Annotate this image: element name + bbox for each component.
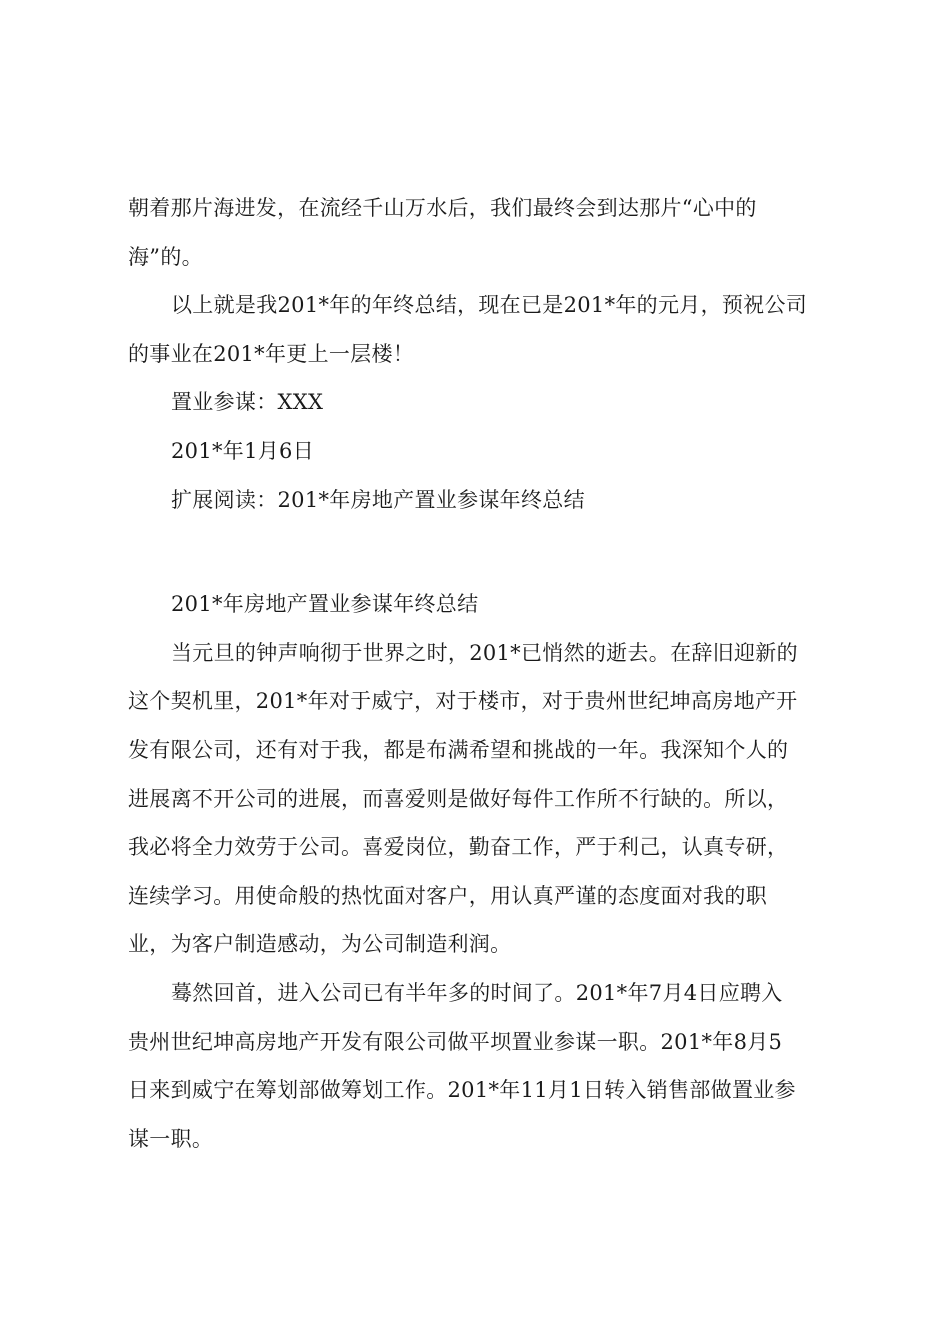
- paragraph-line: 谋一职。: [128, 1126, 214, 1151]
- paragraph-line: 这个契机里，201*年对于威宁，对于楼市，对于贵州世纪坤高房地产开: [128, 689, 798, 714]
- signature-line: 置业参谋：XXX: [171, 390, 324, 415]
- paragraph-line: 的事业在201*年更上一层楼！: [128, 341, 415, 366]
- paragraph-line: 贵州世纪坤高房地产开发有限公司做平坝置业参谋一职。201*年8月5: [128, 1029, 783, 1054]
- paragraph-line: 以上就是我201*年的年终总结，现在已是201*年的元月，预祝公司: [171, 293, 808, 318]
- date-line: 201*年1月6日: [171, 438, 315, 463]
- extended-reading-line: 扩展阅读：201*年房地产置业参谋年终总结: [171, 487, 585, 512]
- paragraph-line: 连续学习。用使命般的热忱面对客户，用认真严谨的态度面对我的职: [128, 883, 767, 908]
- document-body: [128, 184, 828, 1163]
- section-spacer: [128, 524, 828, 580]
- paragraph-line: 业，为客户制造感动，为公司制造利润。: [128, 932, 512, 957]
- paragraph-line: 发有限公司，还有对于我，都是布满希望和挑战的一年。我深知个人的: [128, 737, 789, 762]
- paragraph-line: 当元旦的钟声响彻于世界之时，201*已悄然的逝去。在辞旧迎新的: [171, 640, 798, 665]
- paragraph-line: 进展离不开公司的进展，而喜爱则是做好每件工作所不行缺的。所以，: [128, 786, 789, 811]
- paragraph-line: 海”的。: [128, 244, 203, 269]
- paragraph-line: 蓦然回首，进入公司已有半年多的时间了。201*年7月4日应聘入: [171, 980, 783, 1005]
- section-title: 201*年房地产置业参谋年终总结: [171, 592, 479, 617]
- paragraph-line: 日来到威宁在筹划部做筹划工作。201*年11月1日转入销售部做置业参: [128, 1078, 796, 1103]
- paragraph-line: 朝着那片海进发，在流经千山万水后，我们最终会到达那片“心中的: [128, 196, 757, 220]
- paragraph-line: 我必将全力效劳于公司。喜爱岗位，勤奋工作，严于利己，认真专研，: [128, 835, 789, 860]
